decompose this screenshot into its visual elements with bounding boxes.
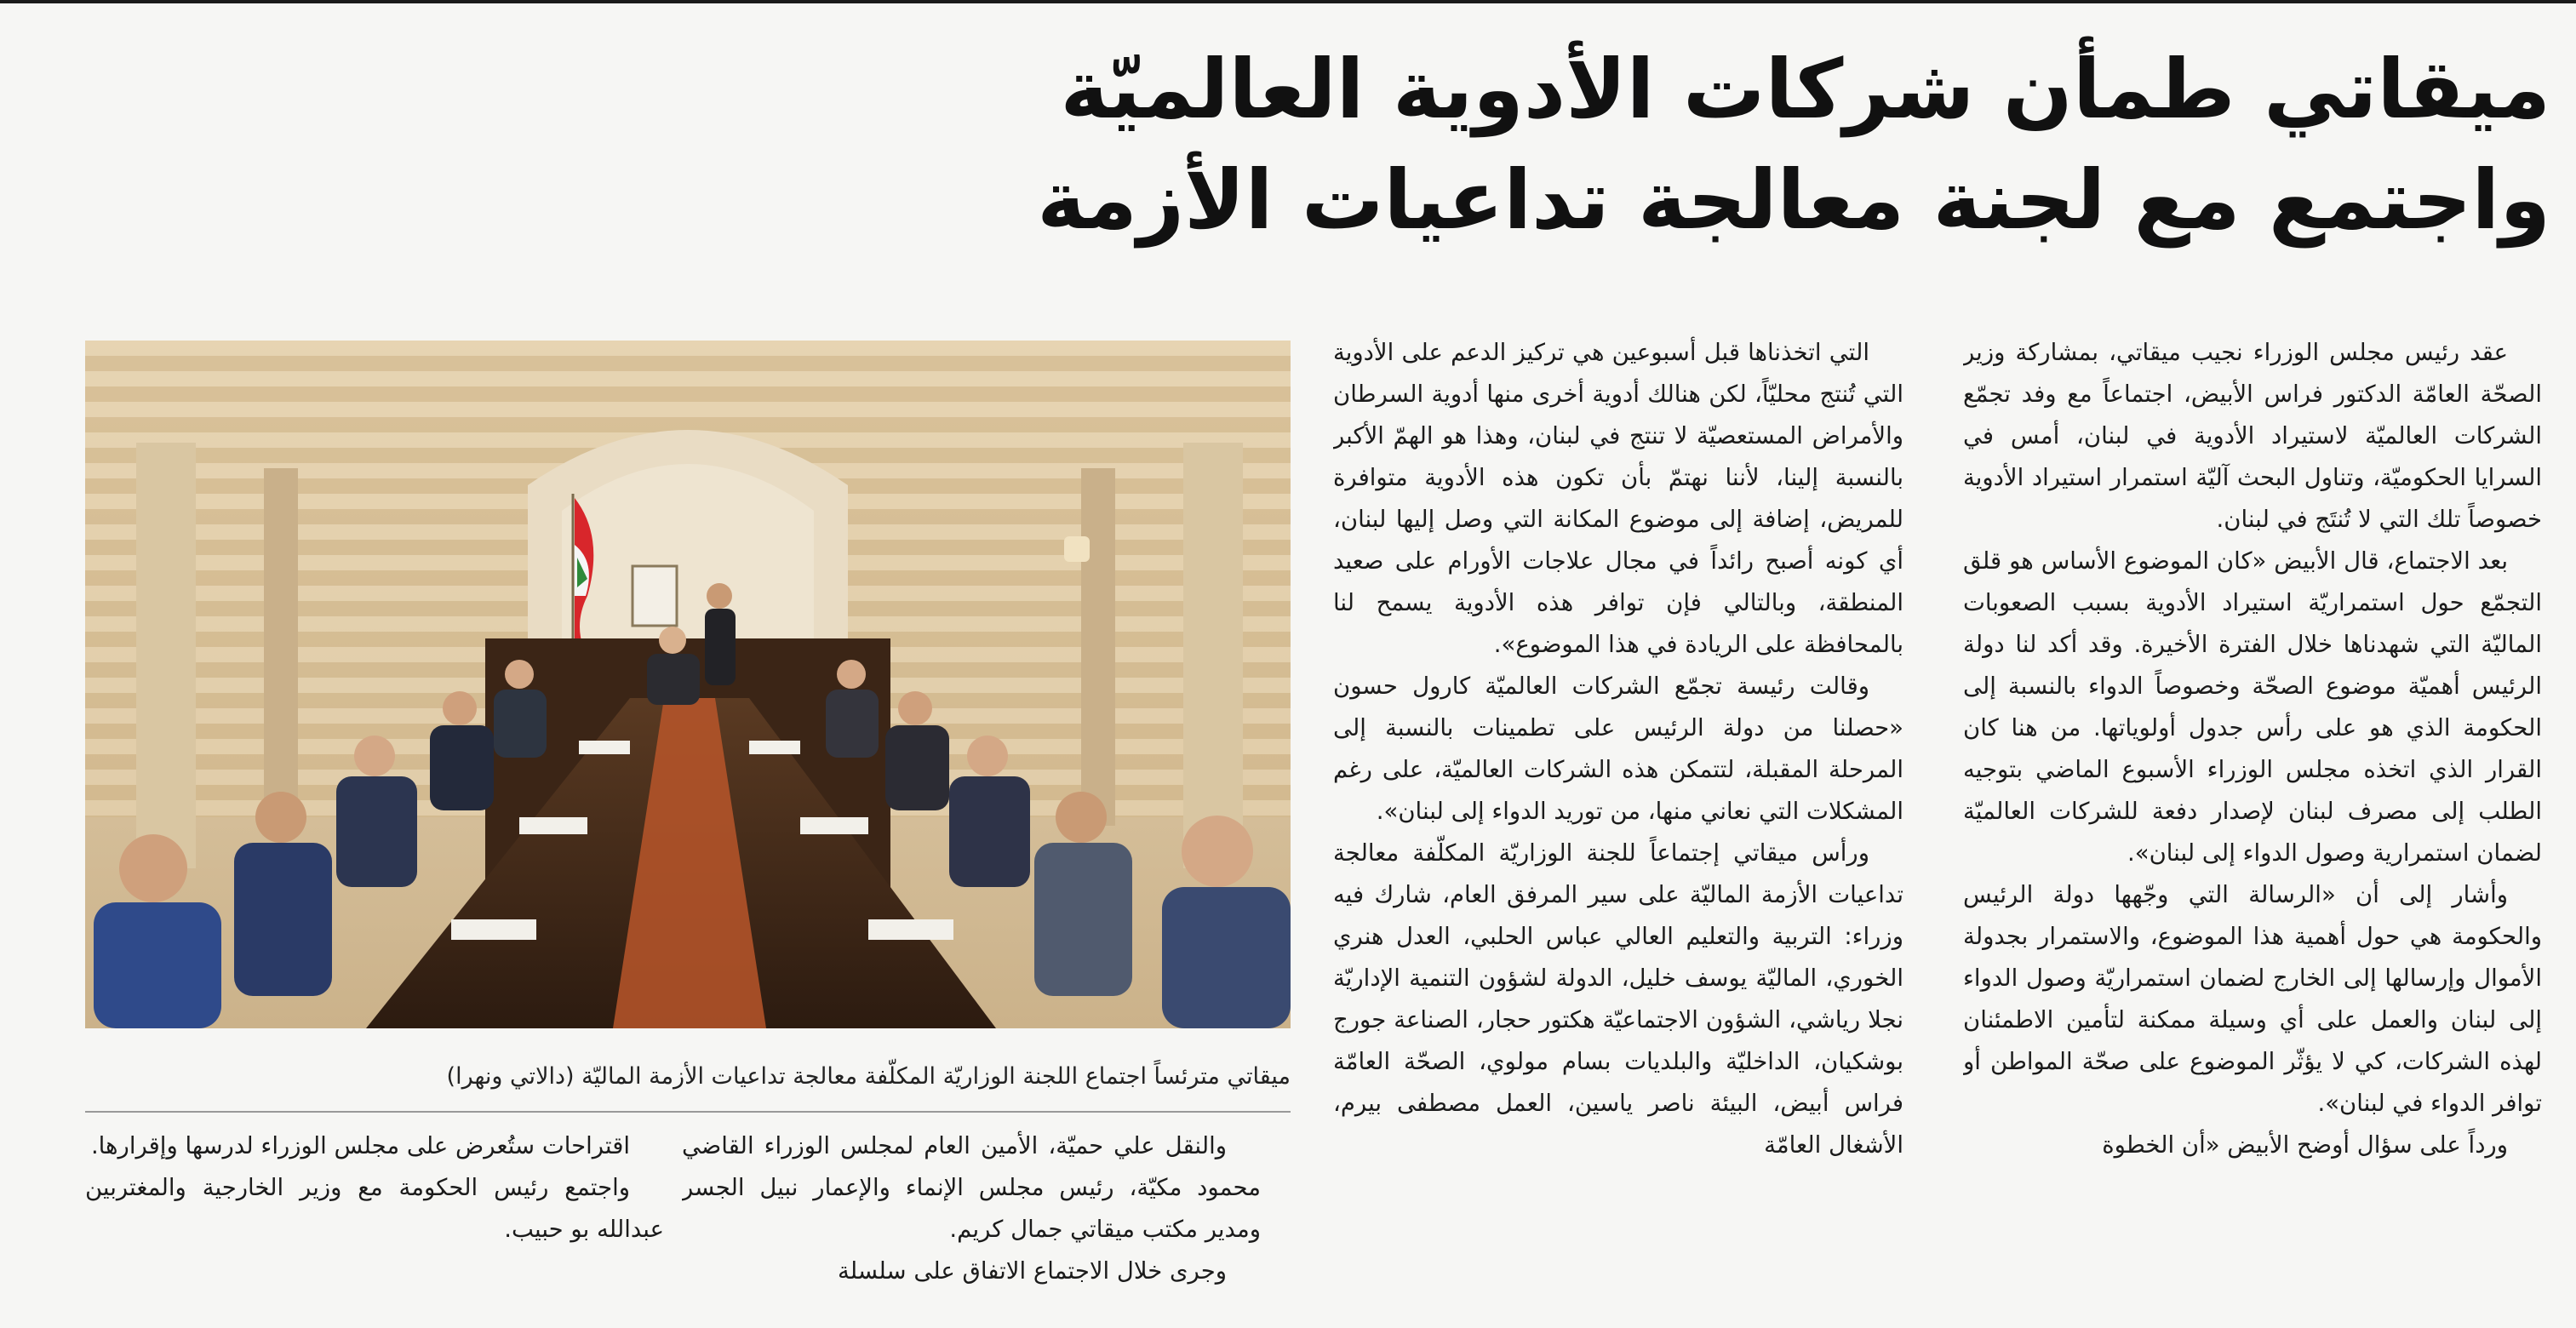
- meeting-photo: [85, 341, 1291, 1028]
- caption-divider: [85, 1111, 1291, 1113]
- paragraph: بعد الاجتماع، قال الأبيض «كان الموضوع الأساس هو قلق التجمّع حول استمراريّة استيراد الأدوية بسبب الصعوبات الماليّة التي شهدناها خلال الفترة الأخيرة. وقد أكد لنا دولة الرئيس أهميّة موضوع الصحّة وخصوصاً الدواء بالنسبة إلى الحكومة الذي هو على رأس جدول أولوياتها. من هنا كان القرار الذي اتخذه مجلس الوزراء الأسبوع الماضي بتوجيه الطلب إلى مصرف لبنان لإصدار دفعة للشركات العالميّة لضمان استمرارية وصول الدواء إلى لبنان».: [1963, 547, 2542, 867]
- article-column-middle: [1333, 332, 1903, 1328]
- paragraph: واجتمع رئيس الحكومة مع وزير الخارجية والمغتربين عبدالله بو حبيب.: [85, 1174, 664, 1243]
- article-column-right: [1963, 332, 2542, 1328]
- paragraph: ورداً على سؤال أوضح الأبيض «أن الخطوة: [2102, 1131, 2508, 1159]
- paragraph: اقتراحات ستُعرض على مجلس الوزراء لدرسها وإقرارها.: [90, 1132, 630, 1159]
- paragraph: وجرى خلال الاجتماع الاتفاق على سلسلة: [838, 1257, 1227, 1285]
- headline: [1037, 34, 2550, 255]
- headline-line-1: ميقاتي طمأن شركات الأدوية العالميّة: [1060, 42, 2550, 137]
- headline-line-2: واجتمع مع لجنة معالجة تداعيات الأزمة: [1037, 152, 2550, 248]
- article-column-bottom-b: [85, 1125, 664, 1321]
- paragraph: والنقل علي حميّة، الأمين العام لمجلس الوزراء القاضي محمود مكيّة، رئيس مجلس الإنماء والإعمار نبيل الجسر ومدير مكتب ميقاتي جمال كريم.: [682, 1132, 1261, 1243]
- paragraph: عقد رئيس مجلس الوزراء نجيب ميقاتي، بمشاركة وزير الصحّة العامّة الدكتور فراس الأبيض، اجتماعاً مع وفد تجمّع الشركات العالميّة لاستيراد الأدوية في لبنان، أمس في السرايا الحكوميّة، وتناول البحث آليّة استمرار استيراد الأدوية خصوصاً تلك التي لا تُنتَج في لبنان.: [1963, 339, 2542, 533]
- paragraph: وقالت رئيسة تجمّع الشركات العالميّة كارول حسون «حصلنا من دولة الرئيس على تطمينات بالنسبة إلى المرحلة المقبلة، لتتمكن هذه الشركات العالميّة، على رغم المشكلات التي نعاني منها، من توريد الدواء إلى لبنان».: [1333, 673, 1903, 825]
- photo-caption: ميقاتي مترئساً اجتماع اللجنة الوزاريّة المكلّفة معالجة تداعيات الأزمة الماليّة (دالاتي ونهرا): [446, 1063, 1291, 1090]
- meeting-illustration: [85, 341, 1291, 1028]
- article-column-bottom-a: [682, 1125, 1261, 1321]
- paragraph: وأشار إلى أن «الرسالة التي وجّهها دولة الرئيس والحكومة هي حول أهمية هذا الموضوع، والاستمرار بجدولة الأموال وإرسالها إلى الخارج لضمان استمراريّة وصول الدواء إلى لبنان والعمل على أي وسيلة ممكنة لتأمين الاطمئنان لهذه الشركات، كي لا يؤثّر الموضوع على صحّة المواطن أو توافر الدواء في لبنان».: [1963, 881, 2542, 1117]
- top-rule: [0, 0, 2576, 3]
- paragraph: التي اتخذناها قبل أسبوعين هي تركيز الدعم على الأدوية التي تُنتج محليّاً، لكن هنالك أدوية أخرى منها أدوية السرطان والأمراض المستعصيّة لا تنتج في لبنان، وهذا هو الهمّ الأكبر بالنسبة إلينا، لأننا نهتمّ بأن تكون هذه الأدوية متوافرة للمريض، إضافة إلى موضوع المكانة التي وصل إليها لبنان، أي كونه أصبح رائداً في مجال علاجات الأورام على صعيد المنطقة، وبالتالي فإن توافر هذه الأدوية يسمح لنا بالمحافظة على الريادة في هذا الموضوع».: [1333, 339, 1903, 658]
- paragraph: ورأس ميقاتي إجتماعاً للجنة الوزاريّة المكلّفة معالجة تداعيات الأزمة الماليّة على سير المرفق العام، شارك فيه وزراء: التربية والتعليم العالي عباس الحلبي، العدل هنري الخوري، الماليّة يوسف خليل، الدولة لشؤون التنمية الإداريّة نجلا رياشي، الشؤون الاجتماعيّة هكتور حجار، الصناعة جورج بوشكيان، الداخليّة والبلديات بسام مولوي، الصحّة العامّة فراس أبيض، البيئة ناصر ياسين، العمل مصطفى بيرم، الأشغال العامّة: [1333, 839, 1903, 1159]
